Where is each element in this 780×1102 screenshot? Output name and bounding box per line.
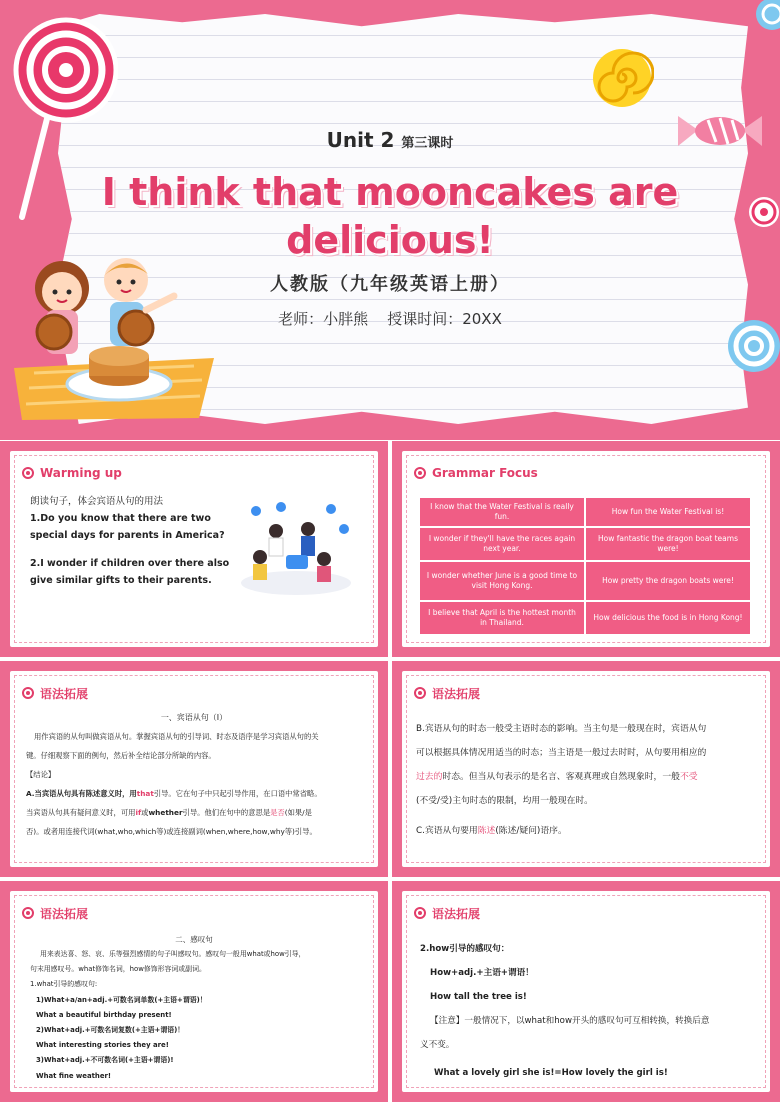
text-line: 当宾语从句具有疑问意义时，可用if或whether引导。他们在句中的意思是是否(如果/是	[26, 808, 312, 817]
target-icon	[22, 687, 34, 699]
text-line: 【结论】	[26, 770, 56, 779]
grammar-expansion-slide-2	[392, 661, 780, 877]
unit-label: Unit 2 第三课时	[326, 128, 454, 152]
lesson-title-line1: I think that mooncakes are	[101, 170, 679, 214]
blue-candy-corner-icon	[748, 0, 780, 34]
text-line: 1)What+a/an+adj.+可数名词单数(+主语+谓语)！	[36, 995, 207, 1004]
grammar-focus-table	[418, 496, 752, 636]
section-subtitle: 二、感叹句	[175, 935, 213, 944]
section-body	[30, 947, 366, 1084]
slide-heading: 语法拓展	[414, 683, 480, 703]
text-line: What a lovely girl she is!=How lovely the girl is!	[434, 1068, 668, 1078]
text-line: 2)What+adj.+可数名词复数(+主语+谓语)！	[36, 1026, 185, 1035]
slide-heading: 语法拓展	[22, 683, 88, 703]
text-line: 键。仔细观察下面的例句，然后补全结论部分所缺的内容。	[26, 751, 216, 760]
table-row	[419, 561, 751, 601]
discussion-group-illustration	[236, 501, 356, 601]
text-line: 3)What+adj.+不可数名词(+主语+谓语)!	[36, 1056, 174, 1065]
text-line: 用来表达喜、怒、哀、乐等强烈感情的句子叫感叹句。感叹句一般用what或how引导，	[40, 950, 306, 958]
text-line: 2.how引导的感叹句：	[420, 944, 510, 954]
question-2b: give similar gifts to their parents.	[30, 575, 212, 586]
text-line: 句末用感叹号。what修饰名词，how修饰形容词或副词。	[30, 965, 206, 974]
table-cell: I wonder if they'll have the races again next year.	[419, 527, 585, 561]
slide-heading: Warming up	[22, 463, 122, 483]
grammar-expansion-slide-3	[0, 881, 388, 1102]
table-row	[419, 601, 751, 635]
table-cell: How fantastic the dragon boat teams were!	[585, 527, 751, 561]
question-1a: 1.Do you know that there are two	[30, 513, 211, 524]
target-icon	[22, 907, 34, 919]
target-icon	[414, 687, 426, 699]
grammar-expansion-slide-1	[0, 661, 388, 877]
text-line: What fine weather!	[36, 1071, 112, 1080]
text-line: How tall the tree is!	[430, 992, 527, 1002]
text-line: (不受/受)主句时态的限制，均用一般现在时。	[416, 796, 593, 806]
edition-label: 人教版（九年级英语上册）	[270, 274, 510, 295]
text-line: 可以根据具体情况用适当的时态；当主语是一般过去时时，从句要用相应的	[416, 748, 707, 758]
slide-heading: Grammar Focus	[414, 463, 538, 483]
section-body	[26, 727, 366, 841]
table-cell: How delicious the food is in Hong Kong!	[585, 601, 751, 635]
lesson-title-line2: delicious!	[286, 218, 494, 262]
text-line: How+adj.+主语+谓语！	[430, 968, 534, 978]
text-line: B.宾语从句的时态一般受主语时态的影响。当主句是一般现在时，宾语从句	[416, 724, 707, 734]
teacher-info: 老师：小胖熊 授课时间：20XX	[278, 310, 502, 328]
text-line: 【注意】一般情况下，以what和how开头的感叹句可互相转换，转换后意	[430, 1016, 710, 1026]
text-line: C.宾语从句要用陈述(陈述/疑问)语序。	[416, 826, 567, 836]
target-icon	[414, 467, 426, 479]
lesson-title	[80, 168, 700, 264]
yellow-candy-illustration	[590, 46, 654, 110]
text-line: 义不变。	[420, 1040, 455, 1050]
slide-heading: 语法拓展	[414, 903, 480, 923]
text-line: 1.what引导的感叹句:	[30, 980, 98, 989]
text-line: What a beautiful birthday present!	[36, 1010, 172, 1019]
intro-text: 朗读句子，体会宾语从句的用法	[30, 496, 164, 507]
table-cell: I wonder whether June is a good time to visit Hong Kong.	[419, 561, 585, 601]
table-cell: I know that the Water Festival is really fun.	[419, 497, 585, 527]
grammar-expansion-slide-4	[392, 881, 780, 1102]
text-line: What interesting stories they are!	[36, 1041, 169, 1050]
question-1b: special days for parents in America?	[30, 530, 225, 541]
table-cell: I believe that April is the hottest month in Thailand.	[419, 601, 585, 635]
warming-text	[30, 493, 250, 589]
slide-heading: 语法拓展	[22, 903, 88, 923]
table-row	[419, 527, 751, 561]
target-icon	[22, 467, 34, 479]
section-body	[420, 937, 760, 1085]
grammar-focus-slide	[392, 441, 780, 657]
warming-up-slide	[0, 441, 388, 657]
table-cell: How fun the Water Festival is!	[585, 497, 751, 527]
table-cell: How pretty the dragon boats were!	[585, 561, 751, 601]
text-line: A.当宾语从句具有陈述意义时，用that引导。它在句子中只起引导作用，在口语中常省略。	[26, 789, 322, 798]
small-lollipop-icon	[744, 192, 780, 242]
text-line: 否)。或者用连接代词(what,who,which等)或连接副词(when,where,how,why等)引导。	[26, 827, 317, 836]
title-slide	[0, 0, 780, 440]
section-body	[416, 717, 762, 843]
question-2a: 2.I wonder if children over there also	[30, 558, 230, 569]
section-subtitle: 一、宾语从句（Ⅰ）	[160, 713, 228, 722]
text-line: 用作宾语的从句叫做宾语从句。掌握宾语从句的引导词、时态及语序是学习宾语从句的关	[34, 732, 319, 741]
table-row	[419, 497, 751, 527]
target-icon	[414, 907, 426, 919]
text-line: 过去的时态。但当从句表示的是名言、客观真理或自然现象时，一般不受	[416, 772, 698, 782]
